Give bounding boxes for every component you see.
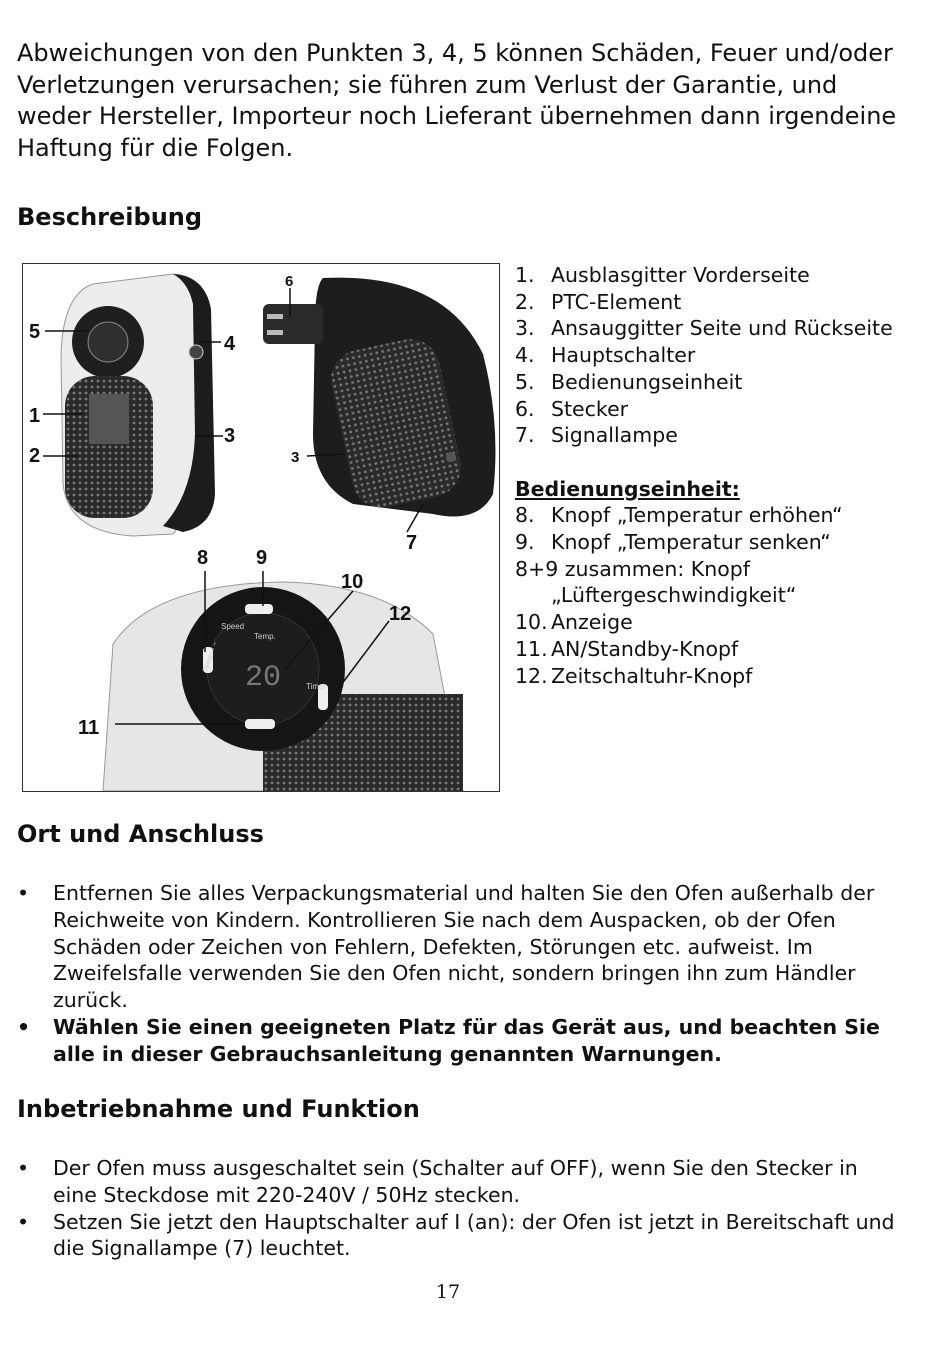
figure-label-7: 7: [406, 532, 418, 554]
section-heading-inbetriebnahme: Inbetriebnahme und Funktion: [17, 1095, 420, 1123]
list-item: • Der Ofen muss ausgeschaltet sein (Schalter auf OFF), wenn Sie den Stecker in eine Steckdose mit 220-240V / 50Hz stecken.: [17, 1155, 897, 1209]
list-item: 1. Ausblasgitter Vorderseite: [515, 263, 810, 287]
parts-list: [515, 262, 935, 689]
panel-label-timer: Timer: [306, 682, 327, 691]
list-item: 5. Bedienungseinheit: [515, 369, 743, 394]
panel-label-temp: Temp.: [254, 632, 276, 641]
figure-label-12: 12: [389, 603, 412, 625]
figure-label-4: 4: [224, 333, 236, 355]
section-heading-ort: Ort und Anschluss: [17, 820, 264, 848]
figure-label-8: 8: [197, 547, 209, 569]
figure-label-10: 10: [341, 571, 364, 593]
list-item: „Lüftergeschwindigkeit“: [551, 583, 797, 608]
figure-label-2: 2: [29, 445, 41, 467]
list-item: 8. Knopf „Temperatur erhöhen“: [515, 503, 843, 528]
list-item: 7. Signallampe: [515, 423, 678, 448]
control-unit-heading: Bedienungseinheit:: [515, 476, 740, 501]
location-bullets: [17, 880, 897, 1068]
list-item: 2. PTC-Element: [515, 289, 682, 314]
page-number: 17: [435, 1281, 461, 1303]
list-item: 3. Ansauggitter Seite und Rückseite: [515, 316, 893, 341]
list-item: 6. Stecker: [515, 396, 629, 421]
intro-paragraph: Abweichungen von den Punkten 3, 4, 5 können Schäden, Feuer und/oder Verletzungen verursachen; sie führen zum Verlust der Garantie, und weder Hersteller, Importeur noch Lieferant übernehmen dann irgendeine Haftung für die Folgen.: [17, 39, 897, 162]
figure-label-6: 6: [285, 273, 294, 290]
list-item: • Entfernen Sie alles Verpackungsmaterial und halten Sie den Ofen außerhalb der Reichweite von Kindern. Kontrollieren Sie nach dem Auspacken, ob der Ofen Schäden oder Zeichen von Fehlern, Defekten, Störungen etc. aufweist. Im Zweifelsfalle verwenden Sie den Ofen nicht, sondern bringen ihn zum Händler zurück.: [17, 880, 897, 1014]
list-item: 8+9 zusammen: Knopf: [515, 556, 750, 581]
panel-label-speed: Speed: [221, 622, 245, 631]
back-heater-illustration: [263, 278, 495, 517]
panel-label-temp-side: Temp. + −: [202, 641, 220, 673]
figure-label-1: 1: [29, 405, 41, 427]
list-item: 11. AN/Standby-Knopf: [515, 636, 739, 661]
list-item: • Wählen Sie einen geeigneten Platz für das Gerät aus, und beachten Sie alle in dieser Gebrauchsanleitung genannten Warnungen.: [17, 1014, 897, 1068]
panel-display-readout: 20: [244, 661, 282, 695]
list-item: 4. Hauptschalter: [515, 343, 696, 368]
figure-label-5: 5: [29, 321, 41, 343]
list-item: • Setzen Sie jetzt den Hauptschalter auf I (an): der Ofen ist jetzt in Bereitschaft und die Signallampe (7) leuchtet.: [17, 1209, 897, 1263]
list-item: 9. Knopf „Temperatur senken“: [515, 530, 831, 555]
figure-label-9: 9: [256, 547, 268, 569]
list-item: 12. Zeitschaltuhr-Knopf: [515, 663, 753, 688]
figure-label-3b: 3: [291, 449, 300, 466]
front-heater-illustration: [61, 274, 215, 536]
operation-bullets: [17, 1155, 897, 1262]
figure-label-11: 11: [78, 717, 100, 739]
figure-label-3: 3: [224, 425, 236, 447]
heater-figure: [22, 263, 500, 792]
list-item: 10. Anzeige: [515, 610, 633, 635]
section-heading-beschreibung: Beschreibung: [17, 203, 203, 231]
